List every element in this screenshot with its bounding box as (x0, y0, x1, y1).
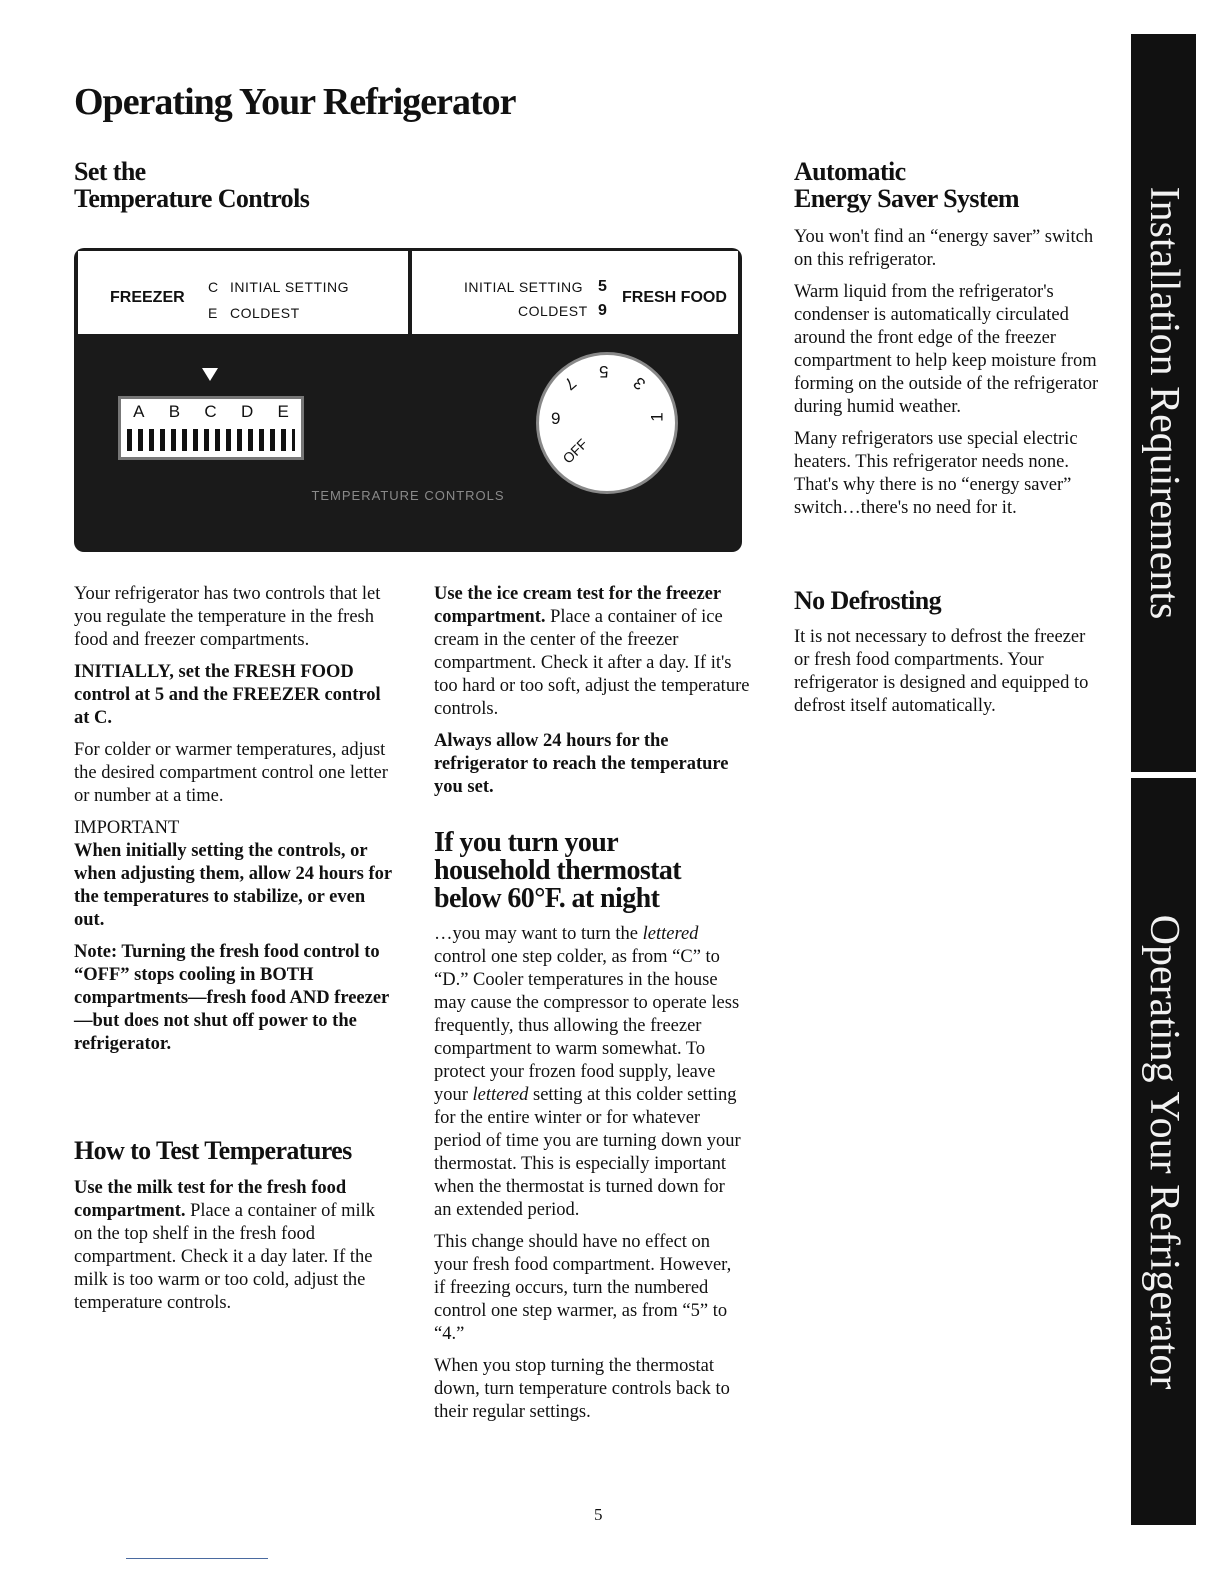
thermo-p1-part-c: setting at this colder setting for the entire winter or for whatever period of time you are turning down your thermostat. This is especially important when the thermostat is turned down for an extended period. (434, 1085, 741, 1220)
no-defrosting-heading: No Defrosting (794, 586, 941, 615)
milk-test-bold: Use the milk test for the fresh food compartment. (74, 1178, 347, 1221)
energy-heading-line2: Energy Saver System (794, 184, 1019, 213)
freezer-coldest-text: COLDEST (230, 305, 300, 321)
set-controls-heading-line2: Temperature Controls (74, 184, 310, 213)
side-tab-operating-label: Operating Your Refrigerator (1140, 914, 1187, 1389)
fresh-initial-text: INITIAL SETTING (464, 279, 583, 295)
important-text: When initially setting the controls, or when adjusting them, allow 24 hours for the temperatures to stabilize, or even out. (74, 841, 392, 930)
milk-test-block (74, 1177, 394, 1324)
pointer-triangle-icon (202, 368, 218, 381)
energy-paragraph-3: Many refrigerators use special electric heaters. This refrigerator needs none. That's why there is no “energy saver” switch…there's no need for it. (794, 429, 1078, 518)
dial-letter-c: C (204, 402, 217, 421)
column-1 (74, 583, 394, 1065)
freezer-control-slider (118, 396, 304, 460)
energy-saver-block (794, 226, 1106, 529)
note-paragraph: Note: Turning the fresh food control to “OFF” stops cooling in BOTH compartments—fresh food AND freezer—but does not shut off power to the refrigerator. (74, 942, 390, 1054)
freezer-initial-text: INITIAL SETTING (230, 279, 349, 295)
fresh-food-control-knob (536, 352, 678, 494)
side-tab-installation-label: Installation Requirements (1140, 186, 1187, 620)
dial-ribs (127, 429, 295, 451)
page-title: Operating Your Refrigerator (74, 81, 516, 123)
freezer-label: FREEZER (110, 289, 185, 306)
no-defrosting-paragraph: It is not necessary to defrost the freezer or fresh food compartments. Your refrigerator is designed and equipped to defrost itself automatically. (794, 627, 1089, 716)
thermostat-heading-line3: below 60°F. at night (434, 883, 660, 914)
knob-mark-1: 1 (647, 412, 667, 422)
knob-mark-off: OFF (559, 435, 591, 467)
dial-letter-e: E (277, 402, 289, 421)
thermostat-heading-line1: If you turn your (434, 827, 619, 858)
knob-mark-7: 7 (560, 373, 580, 394)
column-2 (434, 583, 752, 808)
energy-heading-line1: Automatic (794, 157, 906, 186)
knob-mark-3: 3 (629, 373, 650, 394)
fresh-food-label: FRESH FOOD (622, 289, 727, 306)
thermo-p1-part-a: …you may want to turn the (434, 924, 643, 944)
footer-rule (126, 1558, 268, 1559)
thermo-p1-lettered-1: lettered (642, 924, 699, 944)
thermostat-heading-line2: household thermostat (434, 855, 682, 886)
ice-cream-bold: Use the ice cream test for the freezer compartment. (434, 584, 721, 627)
set-controls-heading (74, 158, 309, 212)
intro-paragraph: Your refrigerator has two controls that let you regulate the temperature in the fresh food and freezer compartments. (74, 584, 381, 650)
important-label: IMPORTANT (74, 818, 180, 838)
fresh-coldest-text: COLDEST (518, 303, 588, 319)
dial-letter-a: A (133, 402, 145, 421)
fresh-coldest-number: 9 (598, 302, 607, 319)
energy-paragraph-2: Warm liquid from the refrigerator's condenser is automatically circulated around the front edge of the freezer compartment to help keep moisture from forming on the outside of the refrigerator during humid weather. (794, 282, 1099, 417)
knob-mark-9: 9 (551, 409, 561, 428)
side-tab-installation[interactable] (1131, 34, 1196, 772)
thermostat-paragraph-1 (434, 923, 746, 1222)
freezer-initial-letter: C (208, 279, 219, 295)
ice-cream-text: Place a container of ice cream in the center of the freezer compartment. Check it after a day. If it's too hard or too soft, adjust the temperature controls. (434, 607, 750, 719)
thermo-p1-part-b: control one step colder, as from “C” to “D.” Cooler temperatures in the house may cause the compressor to operate less frequently, thus allowing the freezer compartment to warm somewhat. To protect your frozen food supply, leave your (434, 947, 740, 1105)
freezer-coldest-letter: E (208, 305, 218, 321)
fresh-food-label-box (412, 251, 738, 334)
energy-saver-heading (794, 158, 1019, 212)
thermostat-paragraph-2: This change should have no effect on your fresh food compartment. However, if freezing occurs, turn the numbered control one step warmer, as from “5” to “4.” (434, 1232, 732, 1344)
page-number: 5 (594, 1505, 603, 1524)
panel-caption: TEMPERATURE CONTROLS (311, 488, 505, 503)
side-tab-operating[interactable] (1131, 778, 1196, 1525)
dial-letter-d: D (240, 402, 254, 421)
how-to-test-heading: How to Test Temperatures (74, 1136, 352, 1165)
freezer-label-box (78, 251, 408, 334)
thermo-p1-lettered-2: lettered (472, 1085, 529, 1105)
fresh-initial-number: 5 (598, 278, 607, 295)
no-defrosting-block (794, 626, 1100, 727)
colder-paragraph: For colder or warmer temperatures, adjust the desired compartment control one letter or number at a time. (74, 740, 388, 806)
thermostat-paragraph-3: When you stop turning the thermostat down, turn temperature controls back to their regular settings. (434, 1356, 730, 1422)
temperature-control-panel (74, 248, 742, 552)
freezer-dial-letters (121, 402, 301, 422)
dial-letter-b: B (168, 402, 181, 421)
energy-paragraph-1: You won't find an “energy saver” switch on this refrigerator. (794, 227, 1094, 270)
thermostat-heading (434, 829, 681, 913)
thermostat-block (434, 923, 746, 1433)
set-controls-heading-line1: Set the (74, 157, 146, 186)
milk-test-text: Place a container of milk on the top shelf in the fresh food compartment. Check it a day later. If the milk is too warm or too cold, adjust the temperature controls. (74, 1201, 376, 1313)
always-allow-paragraph: Always allow 24 hours for the refrigerator to reach the temperature you set. (434, 731, 729, 797)
initially-paragraph: INITIALLY, set the FRESH FOOD control at 5 and the FREEZER control at C. (74, 662, 381, 728)
knob-mark-5: 5 (599, 362, 609, 381)
